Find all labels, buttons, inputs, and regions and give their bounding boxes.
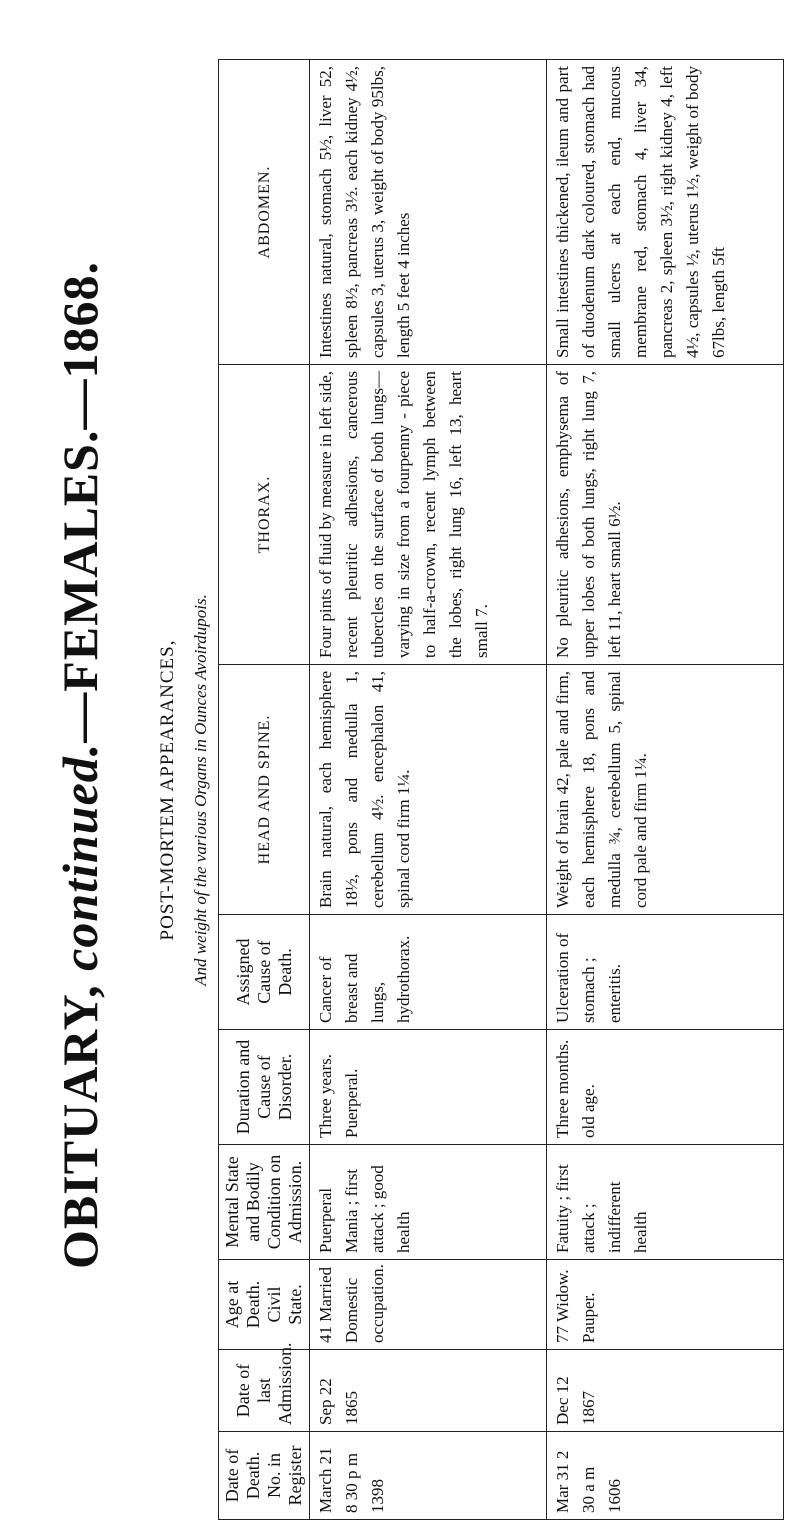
page-title-italic: continued.: [52, 742, 108, 971]
cell-thorax: [310, 365, 547, 665]
cell-abdomen: [547, 60, 784, 365]
head-spine-text: Brain natural, each hemisphere 18½, pons and medulla 1, cerebellum 4½. encephalon 41, spinal cord firm 1¼.: [316, 671, 413, 908]
obituary-table-section: [150, 60, 790, 1520]
cell-age-state: 41 Married Domestic occupation.: [310, 1260, 547, 1350]
cell-cause: Ulceration of stomach ; enteritis.: [547, 915, 784, 1030]
abdomen-text: Small intestines thickened, ileum and part of duodenum dark coloured, stomach had small ulcers at each end, mucous membrane red, stomach 4, liver 34, pancreas 2, spleen 3½, right kidney 4, left 4½, capsules ½, uterus 1½, weight of body 67lbs, length 5ft: [553, 66, 728, 358]
cell-head-spine: [310, 665, 547, 915]
cell-age-state: 77 Widow. Pauper.: [547, 1260, 784, 1350]
cell-admission: Dec 12 1867: [547, 1350, 784, 1432]
abdomen-text: Intestines natural, stomach 5½, liver 52, spleen 8½, pancreas 3½. each kidney 4½, capsules 3, uterus 3, weight of body 95lbs, length 5 feet 4 inches: [316, 66, 413, 358]
cell-duration: Three months. old age.: [547, 1030, 784, 1145]
cell-thorax: [547, 365, 784, 665]
column-header-abdomen: ABDOMEN.: [219, 60, 310, 365]
cell-head-spine: [547, 665, 784, 915]
column-header-death: Date of Death. No. in Register: [219, 1432, 310, 1520]
thorax-text: Four pints of fluid by measure in left side, recent pleuritic adhesions, cancerous tubercles on the surface of both lungs—varying in size from a fourpenny - piece to half-a-crown, recent lymph between the lobes, right lung 16, left 13, heart small 7.: [316, 371, 491, 658]
column-header-duration: Duration and Cause of Disorder.: [219, 1030, 310, 1145]
cell-admission: Sep 22 1865: [310, 1350, 547, 1432]
organ-weight-subheading: And weight of the various Organs in Ounces Avoirdupois.: [191, 594, 210, 986]
column-header-head-spine: HEAD AND SPINE.: [219, 665, 310, 915]
obituary-table: [218, 59, 784, 1520]
cell-mental-state: Puerperal Mania ; first attack ; good health: [310, 1145, 547, 1260]
cell-cause: Cancer of breast and lungs, hydrothorax.: [310, 915, 547, 1030]
column-header-age: Age at Death. Civil State.: [219, 1260, 310, 1350]
cell-duration: Three years. Puerperal.: [310, 1030, 547, 1145]
post-mortem-heading: POST-MORTEM APPEARANCES,: [157, 639, 178, 941]
column-header-thorax: THORAX.: [219, 365, 310, 665]
cell-death: March 21 8 30 p m 1398: [310, 1432, 547, 1520]
page-title-tail: —FEMALES.—1868.: [52, 261, 108, 743]
cell-abdomen: [310, 60, 547, 365]
table-row: [310, 60, 547, 1520]
column-header-mental-state: Mental State and Bodily Condition on Admission.: [219, 1145, 310, 1260]
table-header-row: [219, 60, 310, 1520]
column-header-admission: Date of last Admission.: [219, 1350, 310, 1432]
column-header-cause: Assigned Cause of Death.: [219, 915, 310, 1030]
page-title: [40, 30, 120, 1500]
cell-death: Mar 31 2 30 a m 1606: [547, 1432, 784, 1520]
head-spine-text: Weight of brain 42, pale and firm, each hemisphere 18, pons and medulla ¾, cerebellum 5, spinal cord pale and firm 1¼.: [553, 671, 650, 908]
table-row: [547, 60, 784, 1520]
page-title-main: OBITUARY,: [52, 984, 108, 1269]
thorax-text: No pleuritic adhesions, emphysema of upper lobes of both lungs, right lung 7, left 11, heart small 6½.: [553, 371, 624, 658]
cell-mental-state: Fatuity ; first attack ; indifferent health: [547, 1145, 784, 1260]
